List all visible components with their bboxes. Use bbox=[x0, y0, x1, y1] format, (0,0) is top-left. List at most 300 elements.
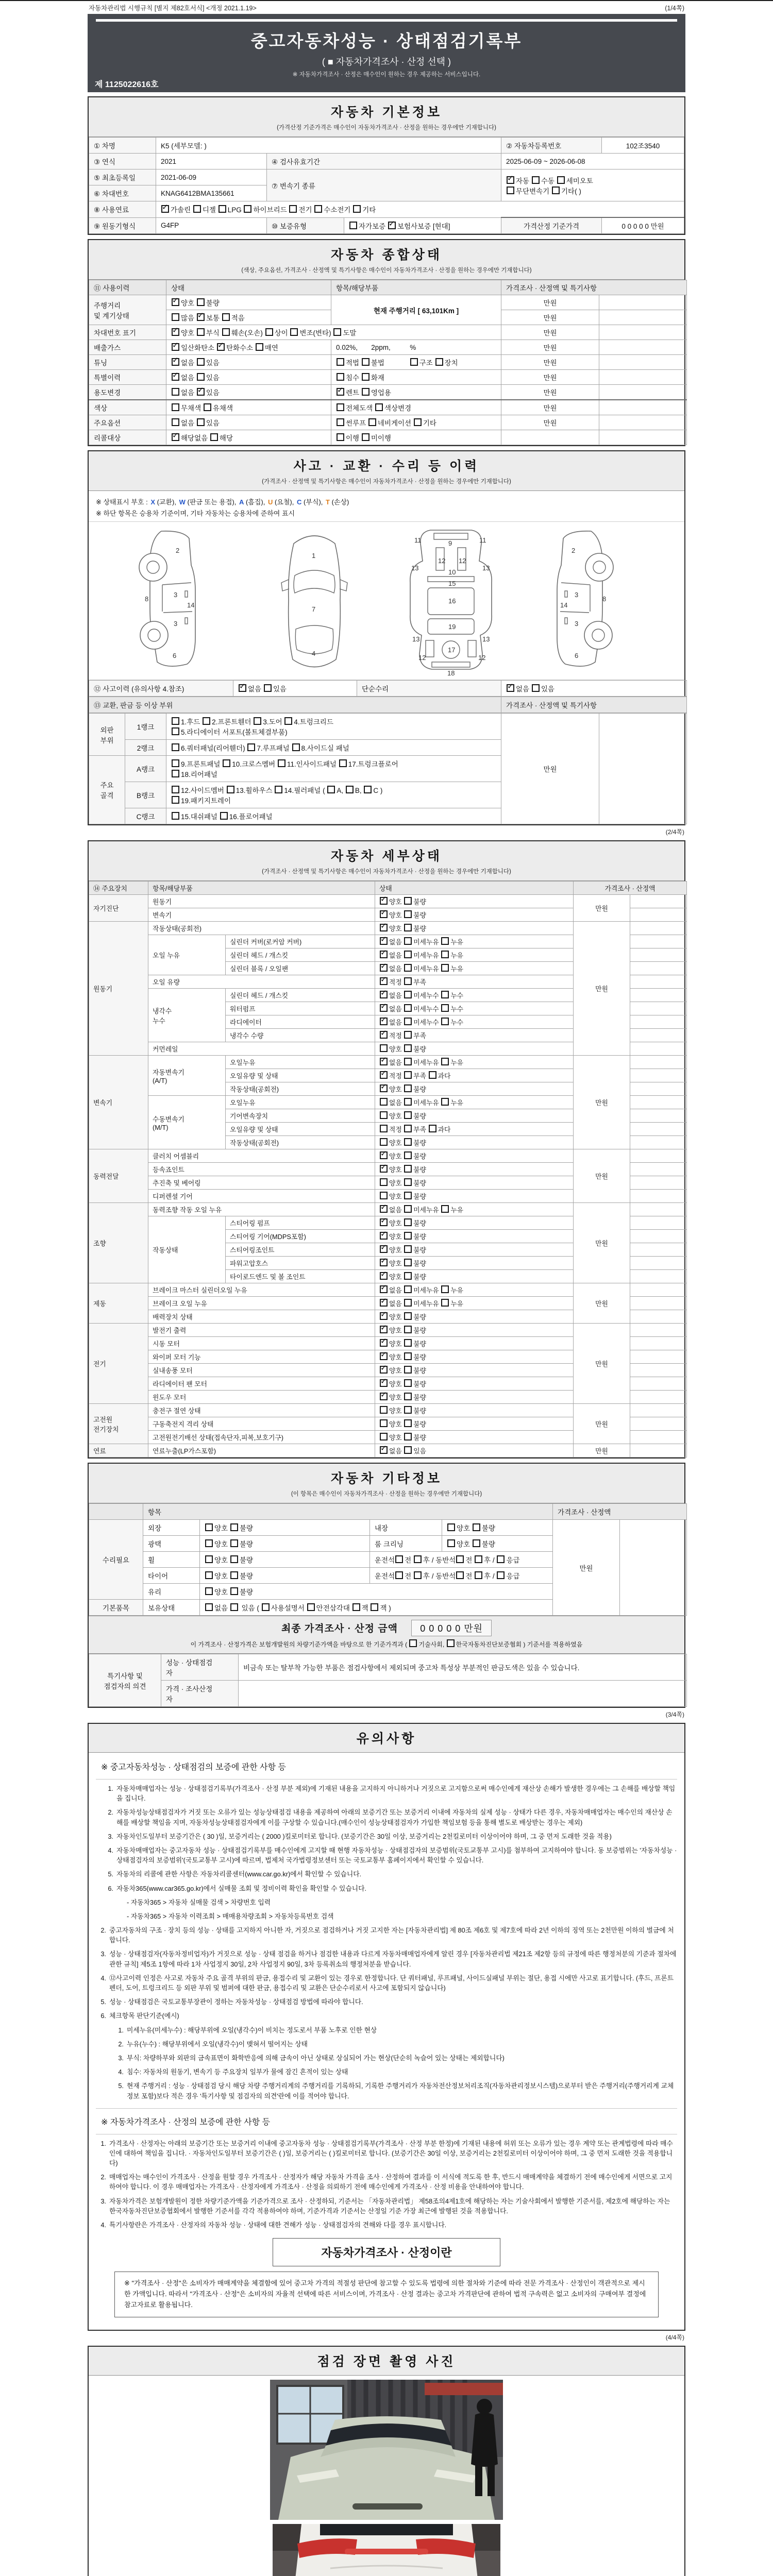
checkbox-unchecked[interactable] bbox=[230, 1539, 238, 1547]
value-cell: ✓ 가솔린 디젤 LPG 하이브리드 전기 수소전기 기타 bbox=[156, 201, 684, 218]
checkbox-checked[interactable] bbox=[380, 1446, 388, 1454]
checkbox-unchecked[interactable] bbox=[220, 812, 228, 820]
status-symbol: U bbox=[267, 498, 273, 506]
checkbox-checked[interactable] bbox=[172, 328, 179, 336]
value-cell bbox=[630, 1029, 687, 1042]
overall-condition-subtitle: (색상, 주요옵션, 가격조사 · 산정액 및 특기사항은 매수인이 자동차가격조사 · 산정을 원하는 경우에만 기재합니다) bbox=[241, 267, 532, 274]
checkbox-unchecked[interactable] bbox=[362, 373, 369, 381]
value-cell: 2021-06-09 bbox=[156, 170, 267, 185]
checkbox-unchecked[interactable] bbox=[205, 1555, 213, 1563]
checkbox-checked[interactable] bbox=[380, 1031, 388, 1039]
checkbox-unchecked[interactable] bbox=[475, 1555, 482, 1563]
checkbox-checked[interactable] bbox=[172, 343, 179, 351]
label-cell: 특별이력 bbox=[89, 370, 166, 385]
checkbox-unchecked[interactable] bbox=[172, 812, 179, 820]
checkbox-unchecked[interactable] bbox=[447, 1639, 455, 1647]
checkbox-unchecked[interactable] bbox=[404, 1125, 412, 1132]
checkbox-unchecked[interactable] bbox=[204, 403, 211, 411]
value-cell: 15.대쉬패널 16.플로어패널 bbox=[166, 808, 501, 824]
price-cell: 만원 bbox=[501, 370, 599, 385]
checkbox-unchecked[interactable] bbox=[205, 1539, 213, 1547]
checkbox-unchecked[interactable] bbox=[371, 1603, 378, 1611]
checkbox-unchecked[interactable] bbox=[473, 1539, 480, 1547]
label-cell: 자기진단 bbox=[89, 895, 148, 922]
checkbox-unchecked[interactable] bbox=[441, 991, 449, 998]
checkbox-checked[interactable] bbox=[380, 937, 388, 945]
checkbox-unchecked[interactable] bbox=[404, 991, 412, 998]
checkbox-unchecked[interactable] bbox=[380, 1138, 388, 1146]
checkbox-unchecked[interactable] bbox=[380, 1406, 388, 1414]
value-cell: 오일유량 및 상태 bbox=[226, 1123, 375, 1136]
checkbox-unchecked[interactable] bbox=[441, 964, 449, 972]
value-cell: 냉각수 수량 bbox=[226, 1029, 375, 1042]
label-cell: 조향 bbox=[89, 1203, 148, 1283]
checkbox-checked[interactable] bbox=[380, 1018, 388, 1025]
checkbox-unchecked[interactable] bbox=[230, 1523, 238, 1531]
checkbox-unchecked[interactable] bbox=[404, 937, 412, 945]
checkbox-unchecked[interactable] bbox=[404, 1205, 412, 1213]
basic-info-section bbox=[88, 96, 685, 235]
checkbox-checked[interactable] bbox=[380, 991, 388, 998]
notice-item: 1. 자동차매매업자는 성능 · 상태점검기록부(가격조사 · 산정 부분 제외)에 기재된 내용을 고지하지 아니하거나 거짓으로 고지함으로써 매수인에게 재산상 손해가 발생한 경우에는 그 손해를 배상할 책임을 집니다. bbox=[108, 1785, 676, 1803]
checkbox-unchecked[interactable] bbox=[197, 373, 205, 381]
checkbox-unchecked[interactable] bbox=[404, 1151, 412, 1159]
checkbox-unchecked[interactable] bbox=[404, 1312, 412, 1320]
car-diagram-area bbox=[89, 522, 684, 680]
final-price-note: 이 가격조사 · 산정가격은 보험개발원의 차량기준가액을 바탕으로 한 기준가격과 ( 기술사회, 한국자동차진단보증협회 ) 기준서를 적용하였음 bbox=[89, 1639, 684, 1649]
value-cell: 파워고압호스 bbox=[226, 1257, 375, 1270]
checkbox-unchecked[interactable] bbox=[404, 1326, 412, 1333]
checkbox-unchecked[interactable] bbox=[404, 1098, 412, 1106]
checkbox-checked[interactable] bbox=[380, 1218, 388, 1226]
price-cell: 만원 bbox=[574, 1324, 630, 1404]
checkbox-unchecked[interactable] bbox=[404, 1272, 412, 1280]
checkbox-unchecked[interactable] bbox=[414, 418, 422, 426]
checkbox-unchecked[interactable] bbox=[497, 1571, 505, 1579]
label-cell: C랭크 bbox=[125, 808, 166, 824]
checkbox-unchecked[interactable] bbox=[375, 403, 383, 411]
label-cell: 색상 bbox=[89, 400, 166, 415]
checkbox-unchecked[interactable] bbox=[395, 1555, 403, 1563]
value-cell: 양호 불량 bbox=[375, 1042, 574, 1056]
checkbox-unchecked[interactable] bbox=[532, 176, 540, 184]
regulation-caption: 자동차관리법 시행규칙 [별지 제82호서식] <개정 2021.1.19> bbox=[89, 5, 257, 12]
checkbox-unchecked[interactable] bbox=[404, 1446, 412, 1454]
value-cell: 스티어링조인트 bbox=[226, 1243, 375, 1257]
label-cell: 튜닝 bbox=[89, 355, 166, 370]
checkbox-unchecked[interactable] bbox=[404, 1058, 412, 1065]
checkbox-unchecked[interactable] bbox=[404, 1419, 412, 1427]
value-cell bbox=[630, 1216, 687, 1230]
panel-number: 12 bbox=[438, 557, 446, 565]
checkbox-checked[interactable] bbox=[380, 1058, 388, 1065]
checkbox-checked[interactable] bbox=[380, 1205, 388, 1213]
checkbox-unchecked[interactable] bbox=[227, 786, 234, 793]
value-cell: 클러치 어셈블리 bbox=[148, 1149, 375, 1163]
checkbox-unchecked[interactable] bbox=[404, 1245, 412, 1253]
panel-number: 6 bbox=[575, 652, 579, 659]
checkbox-unchecked[interactable] bbox=[275, 786, 282, 793]
checkbox-unchecked[interactable] bbox=[362, 433, 369, 441]
checkbox-unchecked[interactable] bbox=[404, 1084, 412, 1092]
checkbox-unchecked[interactable] bbox=[497, 1555, 505, 1563]
checkbox-unchecked[interactable] bbox=[552, 187, 560, 194]
checkbox-unchecked[interactable] bbox=[172, 770, 179, 777]
checkbox-unchecked[interactable] bbox=[307, 1603, 315, 1611]
checkbox-checked[interactable] bbox=[197, 388, 205, 396]
checkbox-unchecked[interactable] bbox=[404, 977, 412, 985]
checkbox-unchecked[interactable] bbox=[404, 1111, 412, 1119]
checkbox-checked[interactable] bbox=[380, 1299, 388, 1307]
checkbox-unchecked[interactable] bbox=[380, 1111, 388, 1119]
checkbox-checked[interactable] bbox=[507, 684, 514, 692]
checkbox-unchecked[interactable] bbox=[404, 1379, 412, 1387]
checkbox-unchecked[interactable] bbox=[441, 1018, 449, 1025]
checkbox-unchecked[interactable] bbox=[404, 1352, 412, 1360]
checkbox-unchecked[interactable] bbox=[265, 328, 273, 336]
checkbox-unchecked[interactable] bbox=[337, 433, 344, 441]
value-cell bbox=[599, 415, 687, 430]
checkbox-unchecked[interactable] bbox=[197, 328, 205, 336]
inspection-photo-rear bbox=[273, 2524, 500, 2576]
checkbox-unchecked[interactable] bbox=[404, 1339, 412, 1347]
checkbox-unchecked[interactable] bbox=[404, 1044, 412, 1052]
checkbox-unchecked[interactable] bbox=[289, 205, 297, 213]
checkbox-unchecked[interactable] bbox=[404, 1165, 412, 1173]
value-cell: 양호 불량 bbox=[375, 1176, 574, 1190]
checkbox-unchecked[interactable] bbox=[380, 1433, 388, 1440]
checkbox-unchecked[interactable] bbox=[441, 1098, 449, 1106]
checkbox-checked[interactable] bbox=[217, 343, 225, 351]
checkbox-checked[interactable] bbox=[380, 924, 388, 931]
checkbox-unchecked[interactable] bbox=[353, 205, 361, 213]
checkbox-unchecked[interactable] bbox=[337, 373, 344, 381]
checkbox-unchecked[interactable] bbox=[441, 1004, 449, 1012]
checkbox-unchecked[interactable] bbox=[447, 1523, 455, 1531]
checkbox-unchecked[interactable] bbox=[197, 418, 205, 426]
checkbox-unchecked[interactable] bbox=[197, 358, 205, 366]
checkbox-checked[interactable] bbox=[197, 313, 205, 321]
checkbox-checked[interactable] bbox=[172, 298, 179, 306]
checkbox-unchecked[interactable] bbox=[172, 759, 179, 767]
value-cell: 6.쿼터패널(리어휀더) 7.루프패널 8.사이드실 패널 bbox=[166, 740, 501, 756]
checkbox-unchecked[interactable] bbox=[441, 951, 449, 958]
checkbox-checked[interactable] bbox=[380, 1245, 388, 1253]
checkbox-unchecked[interactable] bbox=[404, 1285, 412, 1293]
checkbox-unchecked[interactable] bbox=[410, 358, 418, 366]
checkbox-checked[interactable] bbox=[380, 1326, 388, 1333]
checkbox-unchecked[interactable] bbox=[362, 358, 369, 366]
checkbox-unchecked[interactable] bbox=[278, 759, 285, 767]
checkbox-unchecked[interactable] bbox=[475, 1571, 482, 1579]
checkbox-unchecked[interactable] bbox=[262, 1603, 270, 1611]
checkbox-unchecked[interactable] bbox=[404, 1018, 412, 1025]
checkbox-checked[interactable] bbox=[380, 951, 388, 958]
checkbox-unchecked[interactable] bbox=[404, 910, 412, 918]
value-cell: 스티어링 펌프 bbox=[226, 1216, 375, 1230]
checkbox-unchecked[interactable] bbox=[557, 176, 565, 184]
checkbox-unchecked[interactable] bbox=[346, 786, 354, 793]
checkbox-unchecked[interactable] bbox=[339, 759, 347, 767]
checkbox-unchecked[interactable] bbox=[172, 313, 179, 321]
checkbox-unchecked[interactable] bbox=[337, 358, 344, 366]
status-symbol: C bbox=[297, 498, 302, 506]
panel-number: 13 bbox=[412, 635, 420, 643]
notice-item: 2. 누유(누수) : 해당부위에서 오일(냉각수)이 맺혀서 떨어지는 상태 bbox=[118, 2040, 308, 2048]
checkbox-checked[interactable] bbox=[172, 358, 179, 366]
checkbox-unchecked[interactable] bbox=[404, 951, 412, 958]
checkbox-unchecked[interactable] bbox=[404, 1299, 412, 1307]
checkbox-unchecked[interactable] bbox=[172, 743, 179, 751]
checkbox-unchecked[interactable] bbox=[222, 313, 230, 321]
value-cell: 오일누유 bbox=[226, 1096, 375, 1109]
checkbox-unchecked[interactable] bbox=[447, 1539, 455, 1547]
checkbox-unchecked[interactable] bbox=[256, 343, 263, 351]
checkbox-unchecked[interactable] bbox=[352, 1603, 360, 1611]
checkbox-unchecked[interactable] bbox=[507, 187, 514, 194]
checkbox-unchecked[interactable] bbox=[172, 403, 179, 411]
checkbox-unchecked[interactable] bbox=[172, 418, 179, 426]
checkbox-unchecked[interactable] bbox=[172, 727, 179, 735]
checkbox-unchecked[interactable] bbox=[429, 1071, 436, 1079]
checkbox-unchecked[interactable] bbox=[404, 1071, 412, 1079]
checkbox-unchecked[interactable] bbox=[172, 717, 179, 725]
checkbox-unchecked[interactable] bbox=[456, 1571, 464, 1579]
checkbox-checked[interactable] bbox=[380, 1232, 388, 1240]
checkbox-unchecked[interactable] bbox=[333, 328, 341, 336]
checkbox-unchecked[interactable] bbox=[404, 1178, 412, 1186]
other-info-section bbox=[88, 1463, 685, 1708]
checkbox-unchecked[interactable] bbox=[404, 1393, 412, 1400]
checkbox-checked[interactable] bbox=[172, 373, 179, 381]
checkbox-unchecked[interactable] bbox=[284, 717, 292, 725]
checkbox-checked[interactable] bbox=[507, 176, 514, 184]
checkbox-unchecked[interactable] bbox=[349, 222, 357, 229]
checkbox-unchecked[interactable] bbox=[404, 1433, 412, 1440]
checkbox-checked[interactable] bbox=[380, 1165, 388, 1173]
checkbox-unchecked[interactable] bbox=[205, 1523, 213, 1531]
value-cell: 많음 ✓보통 적음 bbox=[166, 310, 331, 325]
value-cell: 원동기 bbox=[148, 895, 375, 908]
notices-section bbox=[88, 1723, 685, 2331]
checkbox-unchecked[interactable] bbox=[404, 1366, 412, 1374]
checkbox-checked[interactable] bbox=[161, 205, 169, 213]
regulation-caption-row bbox=[88, 3, 685, 14]
label-cell: ⑤ 최초등록일 bbox=[89, 170, 156, 185]
checkbox-checked[interactable] bbox=[380, 1084, 388, 1092]
value-cell bbox=[630, 1002, 687, 1015]
checkbox-unchecked[interactable] bbox=[223, 759, 230, 767]
value-cell bbox=[630, 1176, 687, 1190]
value-cell: 양호 불량 bbox=[375, 1190, 574, 1203]
checkbox-checked[interactable] bbox=[380, 897, 388, 905]
checkbox-unchecked[interactable] bbox=[219, 205, 226, 213]
checkbox-unchecked[interactable] bbox=[414, 1571, 422, 1579]
value-cell bbox=[630, 1082, 687, 1096]
checkbox-unchecked[interactable] bbox=[404, 1218, 412, 1226]
checkbox-checked[interactable] bbox=[380, 1071, 388, 1079]
checkbox-unchecked[interactable] bbox=[247, 743, 255, 751]
value-cell: ✓ 양호 불량 bbox=[375, 895, 574, 908]
value-cell: 양호 불량 bbox=[375, 1431, 574, 1444]
panel-number: 14 bbox=[187, 601, 195, 609]
checkbox-unchecked[interactable] bbox=[441, 937, 449, 945]
value-cell: 커먼레일 bbox=[148, 1042, 375, 1056]
checkbox-unchecked[interactable] bbox=[380, 1192, 388, 1199]
value-cell: ✓ 양호 불량 bbox=[375, 1391, 574, 1404]
value-cell: ✓ 양호 불량 bbox=[375, 922, 574, 935]
header-cell: ⑪ 사용이력 bbox=[89, 280, 166, 295]
checkbox-unchecked[interactable] bbox=[244, 205, 251, 213]
checkbox-unchecked[interactable] bbox=[172, 796, 179, 804]
checkbox-unchecked[interactable] bbox=[473, 1523, 480, 1531]
checkbox-unchecked[interactable] bbox=[429, 1125, 436, 1132]
price-cell: 만원 bbox=[501, 310, 599, 325]
value-cell: ✓ 일산화탄소 ✓탄화수소 매연 bbox=[166, 340, 331, 355]
overall-condition-table bbox=[89, 280, 684, 445]
checkbox-checked[interactable] bbox=[388, 222, 396, 229]
checkbox-unchecked[interactable] bbox=[380, 1125, 388, 1132]
checkbox-unchecked[interactable] bbox=[222, 328, 230, 336]
checkbox-unchecked[interactable] bbox=[380, 1178, 388, 1186]
value-cell bbox=[630, 908, 687, 922]
checkbox-unchecked[interactable] bbox=[337, 403, 344, 411]
label-cell: 2랭크 bbox=[125, 740, 166, 756]
checkbox-unchecked[interactable] bbox=[205, 1603, 213, 1611]
checkbox-checked[interactable] bbox=[337, 388, 344, 396]
checkbox-unchecked[interactable] bbox=[404, 1259, 412, 1266]
checkbox-unchecked[interactable] bbox=[210, 433, 218, 441]
checkbox-unchecked[interactable] bbox=[205, 1587, 213, 1595]
checkbox-unchecked[interactable] bbox=[292, 743, 300, 751]
checkbox-checked[interactable] bbox=[380, 1312, 388, 1320]
label-cell: ⑫ 사고이력 (유의사항 4.참조) bbox=[89, 681, 233, 697]
checkbox-unchecked[interactable] bbox=[380, 1098, 388, 1106]
notice-list-2 bbox=[96, 2139, 677, 2230]
checkbox-unchecked[interactable] bbox=[172, 786, 179, 793]
final-price-band bbox=[89, 1616, 684, 1654]
final-price-amount: 0 0 0 0 0 만원 bbox=[411, 1620, 492, 1636]
checkbox-unchecked[interactable] bbox=[314, 205, 322, 213]
checkbox-unchecked[interactable] bbox=[364, 786, 372, 793]
checkbox-checked[interactable] bbox=[380, 1285, 388, 1293]
checkbox-unchecked[interactable] bbox=[404, 1004, 412, 1012]
checkbox-unchecked[interactable] bbox=[409, 1639, 417, 1647]
document-title-band bbox=[88, 14, 685, 92]
value-cell: ✓ 양호 불량 bbox=[375, 1364, 574, 1377]
label-cell: ⑦ 변속기 종류 bbox=[267, 170, 501, 201]
status-symbol-legend bbox=[89, 491, 684, 522]
value-cell: 없음 ✓있음 bbox=[166, 385, 331, 400]
overall-condition-title: 자동차 종합상태 bbox=[331, 248, 442, 262]
checkbox-unchecked[interactable] bbox=[205, 1571, 213, 1579]
checkbox-unchecked[interactable] bbox=[404, 897, 412, 905]
checkbox-unchecked[interactable] bbox=[441, 1058, 449, 1065]
checkbox-checked[interactable] bbox=[380, 910, 388, 918]
checkbox-unchecked[interactable] bbox=[193, 205, 201, 213]
notice-list-1 bbox=[96, 1784, 677, 2101]
checkbox-unchecked[interactable] bbox=[441, 1299, 449, 1307]
checkbox-unchecked[interactable] bbox=[380, 1419, 388, 1427]
checkbox-unchecked[interactable] bbox=[404, 1192, 412, 1199]
value-cell: 고전원전기배선 상태(접속단자,피복,보호기구) bbox=[148, 1431, 375, 1444]
checkbox-unchecked[interactable] bbox=[290, 328, 298, 336]
checkbox-checked[interactable] bbox=[380, 1004, 388, 1012]
header-cell: 항목/해당부품 bbox=[148, 882, 375, 895]
checkbox-unchecked[interactable] bbox=[441, 1285, 449, 1293]
inspection-photos-area bbox=[89, 2376, 684, 2576]
detail-condition-title: 자동차 세부상태 bbox=[331, 849, 442, 863]
checkbox-unchecked[interactable] bbox=[456, 1555, 464, 1563]
checkbox-unchecked[interactable] bbox=[264, 684, 272, 692]
checkbox-unchecked[interactable] bbox=[404, 1406, 412, 1414]
checkbox-unchecked[interactable] bbox=[230, 1603, 238, 1611]
value-cell: 양호 불량 bbox=[442, 1536, 553, 1552]
checkbox-checked[interactable] bbox=[380, 977, 388, 985]
checkbox-unchecked[interactable] bbox=[203, 717, 210, 725]
accident-history-header bbox=[89, 451, 684, 491]
checkbox-unchecked[interactable] bbox=[230, 1555, 238, 1563]
checkbox-checked[interactable] bbox=[380, 1151, 388, 1159]
checkbox-unchecked[interactable] bbox=[404, 924, 412, 931]
checkbox-unchecked[interactable] bbox=[254, 717, 261, 725]
checkbox-unchecked[interactable] bbox=[230, 1571, 238, 1579]
value-cell bbox=[630, 1015, 687, 1029]
checkbox-unchecked[interactable] bbox=[230, 1587, 238, 1595]
checkbox-unchecked[interactable] bbox=[404, 1138, 412, 1146]
checkbox-checked[interactable] bbox=[380, 964, 388, 972]
notice-item: 6. 체크항목 판단기준(예시) bbox=[100, 2012, 179, 2020]
checkbox-unchecked[interactable] bbox=[172, 388, 179, 396]
label-cell: ⑧ 사용연료 bbox=[89, 201, 156, 218]
value-cell: 1.후드 2.프론트휀더 3.도어 4.트렁크리드 5.라디에이터 서포트(볼트체결부품) bbox=[166, 714, 501, 740]
checkbox-checked[interactable] bbox=[380, 1339, 388, 1347]
checkbox-unchecked[interactable] bbox=[404, 964, 412, 972]
checkbox-unchecked[interactable] bbox=[395, 1571, 403, 1579]
checkbox-checked[interactable] bbox=[380, 1272, 388, 1280]
checkbox-checked[interactable] bbox=[380, 1366, 388, 1374]
checkbox-checked[interactable] bbox=[380, 1259, 388, 1266]
checkbox-unchecked[interactable] bbox=[337, 418, 344, 426]
checkbox-checked[interactable] bbox=[239, 684, 246, 692]
checkbox-checked[interactable] bbox=[380, 1379, 388, 1387]
header-cell: 상태 bbox=[166, 280, 331, 295]
panel-number: 11 bbox=[414, 536, 422, 544]
checkbox-unchecked[interactable] bbox=[327, 786, 335, 793]
document-title: 중고자동차성능 · 상태점검기록부 bbox=[250, 31, 523, 50]
checkbox-unchecked[interactable] bbox=[380, 1044, 388, 1052]
value-cell: 양호 불량 bbox=[375, 1404, 574, 1417]
label-cell: 주행거리 및 계기상태 bbox=[89, 295, 166, 325]
checkbox-unchecked[interactable] bbox=[414, 1555, 422, 1563]
value-cell: 연료누출(LP가스포함) bbox=[148, 1444, 375, 1458]
value-cell: 실내송풍 모터 bbox=[148, 1364, 375, 1377]
checkbox-unchecked[interactable] bbox=[197, 298, 205, 306]
panel-rank-table bbox=[89, 713, 684, 824]
checkbox-unchecked[interactable] bbox=[435, 358, 443, 366]
notice-item: 3. 부식: 차량하부와 외판의 금속표면이 화학반응에 의해 금속이 아닌 상태로 상실되어 가는 현상(단순히 녹슬어 있는 상태는 제외합니다) bbox=[118, 2054, 505, 2062]
checkbox-checked[interactable] bbox=[172, 433, 179, 441]
checkbox-checked[interactable] bbox=[380, 1352, 388, 1360]
checkbox-unchecked[interactable] bbox=[362, 388, 369, 396]
checkbox-unchecked[interactable] bbox=[441, 1205, 449, 1213]
checkbox-checked[interactable] bbox=[380, 1393, 388, 1400]
checkbox-unchecked[interactable] bbox=[404, 1031, 412, 1039]
value-cell bbox=[630, 1243, 687, 1257]
checkbox-unchecked[interactable] bbox=[404, 1232, 412, 1240]
checkbox-unchecked[interactable] bbox=[532, 684, 540, 692]
checkbox-unchecked[interactable] bbox=[368, 418, 376, 426]
